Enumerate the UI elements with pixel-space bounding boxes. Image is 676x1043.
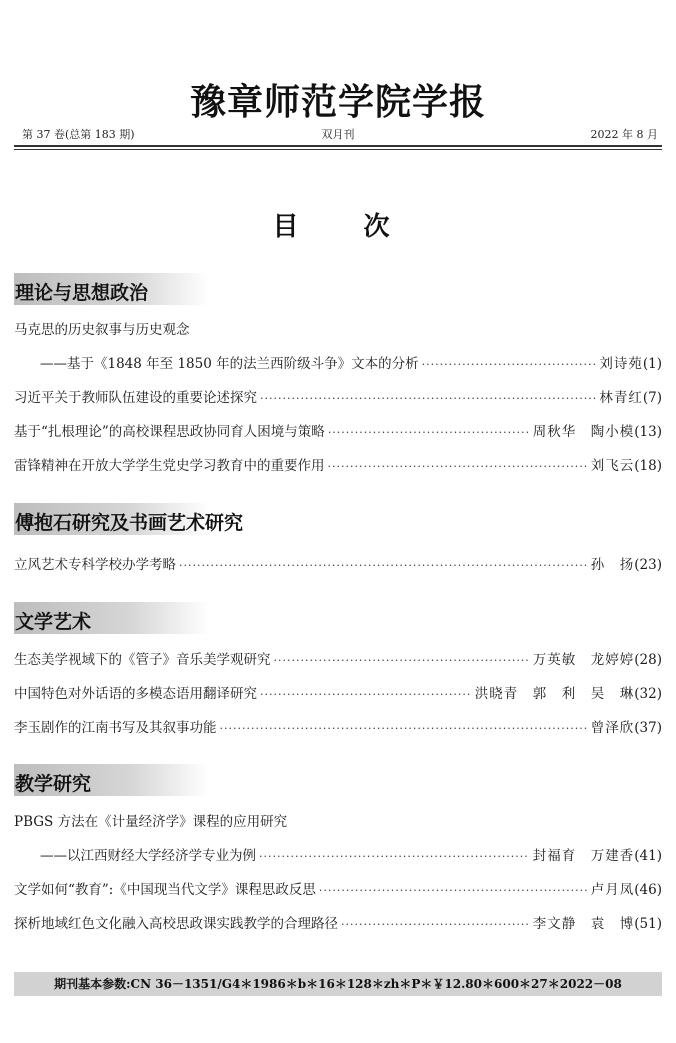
toc-entry[interactable]	[14, 716, 662, 738]
entry-author: 曾泽欣	[590, 720, 635, 736]
toc-title: 目 次	[272, 212, 418, 242]
leader-dots	[220, 722, 588, 735]
leader-dots	[260, 688, 472, 701]
entry-title: 中国特色对外话语的多模态语用翻译研究	[14, 686, 257, 702]
leader-dots	[328, 460, 588, 473]
entry-title: 探析地域红色文化融入高校思政课实践教学的合理路径	[14, 916, 338, 932]
leader-dots	[259, 850, 530, 863]
entry-title: 马克思的历史叙事与历史观念	[14, 322, 190, 338]
entry-author: 刘飞云	[590, 458, 635, 474]
entry-author: 周秋华 陶小模	[532, 424, 635, 440]
entry-author: 林青红	[599, 390, 643, 406]
toc-entry[interactable]	[14, 912, 662, 934]
journal-title: 豫章师范学院学报	[189, 82, 486, 123]
entry-title: 生态美学视域下的《管子》音乐美学观研究	[14, 652, 271, 668]
entry-author: 孙 扬	[590, 557, 635, 573]
entry-page: (1)	[642, 356, 662, 372]
entry-page: (51)	[634, 916, 662, 932]
entry-author: 刘诗苑	[599, 356, 643, 372]
toc-entry[interactable]	[14, 553, 662, 575]
section-header	[14, 764, 209, 796]
header-rule	[14, 145, 662, 147]
entry-title: PBGS 方法在《计量经济学》课程的应用研究	[14, 814, 288, 830]
volume-info: 第 37 卷(总第 183 期)	[22, 128, 135, 141]
entry-title: ——基于《1848 年至 1850 年的法兰西阶级斗争》文本的分析	[40, 356, 419, 372]
entry-title: 文学如何“教育”:《中国现当代文学》课程思政反思	[14, 882, 316, 898]
toc-entry[interactable]	[14, 878, 662, 900]
entry-author: 李文静 袁 博	[532, 916, 635, 932]
entry-title: ——以江西财经大学经济学专业为例	[40, 848, 256, 864]
entry-page: (32)	[634, 686, 662, 702]
section-header	[14, 503, 244, 535]
section-label: 教学研究	[15, 773, 92, 795]
toc-entry[interactable]	[14, 648, 662, 670]
section-label: 文学艺术	[15, 611, 92, 633]
frequency-info: 双月刊	[321, 128, 355, 141]
section-header	[14, 602, 209, 634]
entry-title: 立风艺术专科学校办学考略	[14, 557, 176, 573]
toc-entry[interactable]	[14, 682, 662, 704]
leader-dots	[341, 918, 530, 931]
toc-entry[interactable]	[40, 352, 662, 374]
entry-page: (13)	[634, 424, 662, 440]
toc-entry[interactable]	[14, 454, 662, 476]
entry-title: 李玉剧作的江南书写及其叙事功能	[14, 720, 217, 736]
entry-page: (46)	[634, 882, 662, 898]
section-header	[14, 273, 209, 305]
entry-title: 雷锋精神在开放大学学生党史学习教育中的重要作用	[14, 458, 325, 474]
entry-title: 基于“扎根理论”的高校课程思政协同育人困境与策略	[14, 424, 325, 440]
leader-dots	[260, 392, 596, 405]
journal-parameters: 期刊基本参数:CN 36－1351/G4＊1986＊b＊16＊128＊zh＊P＊￥12.80＊600＊27＊2022－08	[14, 972, 662, 996]
issue-date: 2022 年 8 月	[590, 128, 658, 141]
entry-page: (37)	[634, 720, 662, 736]
entry-page: (7)	[642, 390, 662, 406]
entry-author: 卢月凤	[590, 882, 635, 898]
section-label: 傅抱石研究及书画艺术研究	[15, 512, 244, 534]
leader-dots	[319, 884, 588, 897]
leader-dots	[274, 654, 530, 667]
toc-entry[interactable]	[14, 420, 662, 442]
section-label: 理论与思想政治	[15, 282, 149, 304]
entry-page: (23)	[634, 557, 662, 573]
toc-entry[interactable]	[14, 386, 662, 408]
leader-dots	[328, 426, 530, 439]
header-rule-thin	[14, 149, 662, 150]
toc-entry[interactable]	[14, 810, 662, 832]
toc-entry[interactable]	[40, 844, 662, 866]
leader-dots	[422, 358, 597, 371]
leader-dots	[179, 559, 588, 572]
entry-page: (28)	[634, 652, 662, 668]
entry-title: 习近平关于教师队伍建设的重要论述探究	[14, 390, 257, 406]
toc-entry[interactable]	[14, 318, 662, 340]
entry-author: 万英敏 龙婷婷	[532, 652, 635, 668]
entry-page: (41)	[634, 848, 662, 864]
entry-author: 洪晓青 郭 利 吴 琳	[474, 686, 635, 702]
entry-author: 封福育 万建香	[532, 848, 635, 864]
entry-page: (18)	[634, 458, 662, 474]
